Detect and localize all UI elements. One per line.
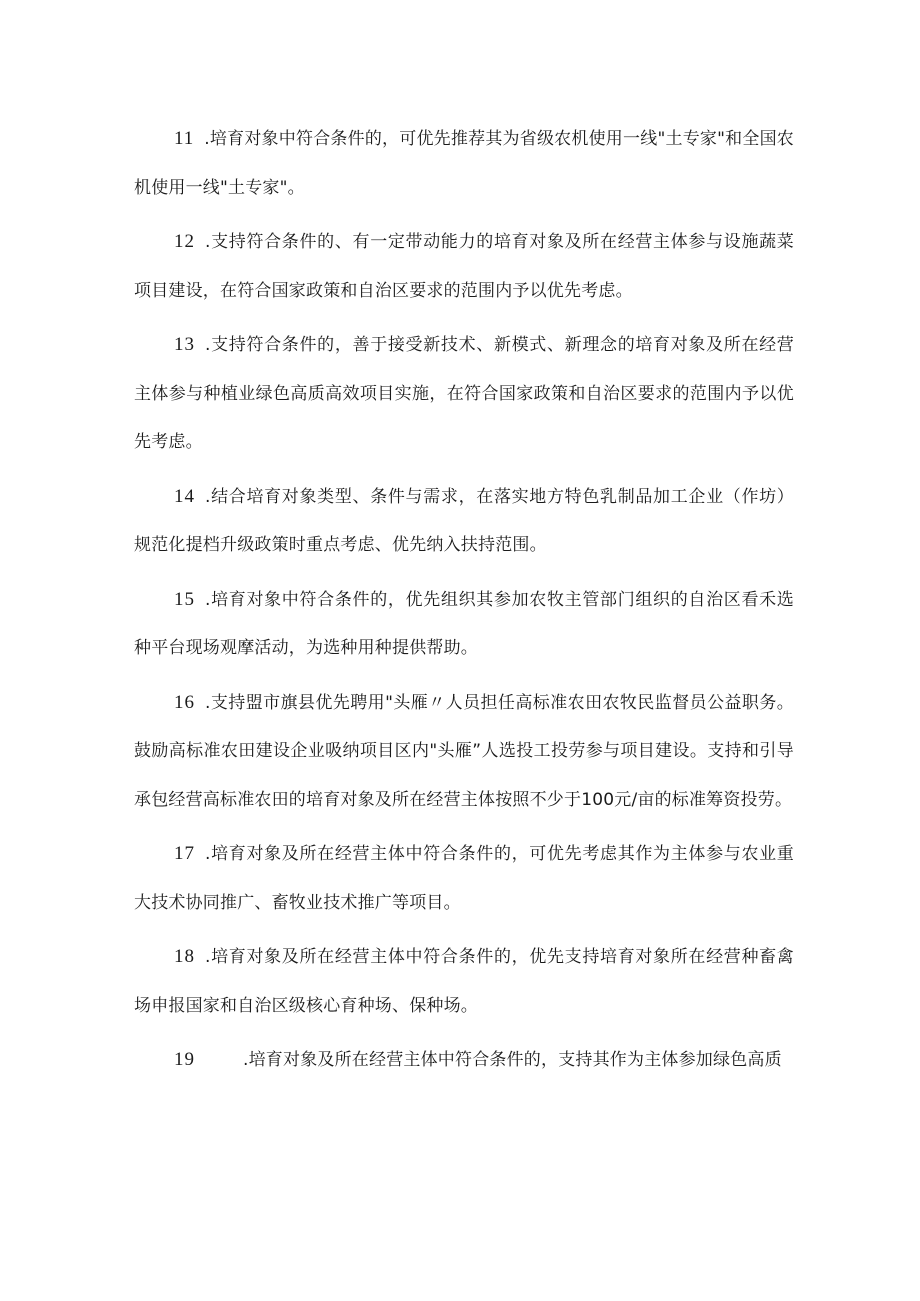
- paragraph-number: 16: [174, 691, 195, 713]
- paragraph-text: .培育对象中符合条件的，可优先推荐其为省级农机使用一线"土专家"和全国农机使用一线"土专家"。: [134, 129, 794, 198]
- paragraph-text: .培育对象及所在经营主体中符合条件的，优先支持培育对象所在经营种畜禽场申报国家和自治区级核心育种场、保种场。: [134, 947, 794, 1016]
- paragraph-number: 19: [174, 1049, 195, 1070]
- document-body: [134, 115, 794, 1091]
- paragraph-number: 17: [174, 843, 195, 864]
- paragraph-16: [134, 679, 794, 825]
- paragraph-19: [134, 1036, 794, 1085]
- paragraph-text: .培育对象及所在经营主体中符合条件的，支持其作为主体参加绿色高质: [243, 1050, 782, 1070]
- paragraph-17: [134, 830, 794, 927]
- paragraph-text: .支持盟市旗县优先聘用"头雁〃人员担任高标准农田农牧民监督员公益职务。鼓励高标准农田建设企业吸纳项目区内"头雁”人选投工投劳参与项目建设。支持和引导承包经营高标准农田的培育对象及所在经营主体按照不少于100元/亩的标准筹资投劳。: [134, 692, 794, 810]
- paragraph-text: .支持符合条件的，善于接受新技术、新模式、新理念的培育对象及所在经营主体参与种植业绿色高质高效项目实施，在符合国家政策和自治区要求的范围内予以优先考虑。: [134, 335, 794, 452]
- paragraph-text: .结合培育对象类型、条件与需求，在落实地方特色乳制品加工企业（作坊）规范化提档升级政策时重点考虑、优先纳入扶持范围。: [134, 486, 794, 555]
- paragraph-text: .培育对象及所在经营主体中符合条件的，可优先考虑其作为主体参与农业重大技术协同推广、畜牧业技术推广等项目。: [134, 844, 794, 913]
- paragraph-18: [134, 933, 794, 1030]
- paragraph-11: [134, 115, 794, 212]
- paragraph-text: .培育对象中符合条件的，优先组织其参加农牧主管部门组织的自治区看禾选种平台现场观摩活动，为选种用种提供帮助。: [134, 589, 794, 658]
- paragraph-text: .支持符合条件的、有一定带动能力的培育对象及所在经营主体参与设施蔬菜项目建设，在符合国家政策和自治区要求的范围内予以优先考虑。: [134, 232, 794, 301]
- paragraph-number: 11: [174, 128, 195, 149]
- paragraph-number: 14: [174, 485, 195, 507]
- paragraph-15: [134, 576, 794, 673]
- paragraph-number: 13: [174, 334, 195, 355]
- paragraph-number: 12: [174, 231, 195, 252]
- paragraph-number: 18: [174, 946, 195, 967]
- paragraph-12: [134, 218, 794, 315]
- paragraph-13: [134, 321, 794, 467]
- paragraph-number: 15: [174, 588, 195, 610]
- paragraph-14: [134, 473, 794, 570]
